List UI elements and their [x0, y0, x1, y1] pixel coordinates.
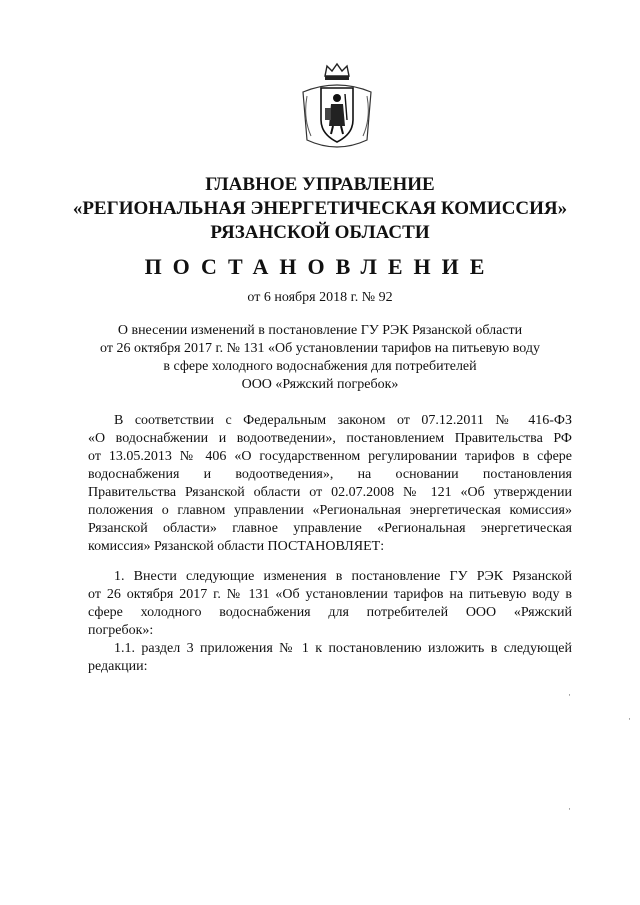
- paragraph-line: погребок»:: [88, 623, 154, 638]
- paragraph-line: 1. Внести следующие изменения в постановление ГУ РЭК Рязанской: [114, 569, 572, 584]
- paragraph-line: водоснабжения и водоотведения», на основании постановления: [88, 467, 572, 482]
- paragraph-line: от 13.05.2013 № 406 «О государственном регулировании тарифов в сфере: [88, 449, 572, 464]
- subject-line: О внесении изменений в постановление ГУ РЭК Рязанской области: [117, 323, 523, 338]
- paragraph-line: 1.1. раздел 3 приложения № 1 к постановлению изложить в следующей: [114, 641, 572, 656]
- authority-name-line-3: РЯЗАНСКОЙ ОБЛАСТИ: [210, 222, 430, 243]
- paragraph-line: положения о главном управлении «Региональная энергетическая комиссия»: [88, 503, 572, 518]
- document-subject: [90, 322, 550, 394]
- item-1-1-paragraph: [88, 640, 572, 676]
- paragraph-line: Рязанской области» главное управление «Региональная энергетическая: [88, 521, 572, 536]
- paragraph-line: «О водоснабжении и водоотведении», постановлением Правительства РФ: [88, 431, 572, 446]
- paragraph-line: сфере холодного водоснабжения для потребителей ООО «Ряжский: [88, 605, 572, 620]
- subject-line: ООО «Ряжский погребок»: [241, 377, 399, 392]
- authority-name-line-2: «РЕГИОНАЛЬНАЯ ЭНЕРГЕТИЧЕСКАЯ КОМИССИЯ»: [72, 198, 568, 219]
- scan-speck: ·: [628, 714, 631, 724]
- paragraph-line: Правительства Рязанской области от 02.07.2008 № 121 «Об утверждении: [88, 485, 572, 500]
- document-date-number: от 6 ноября 2018 г. № 92: [247, 290, 393, 305]
- preamble-paragraph: [88, 412, 572, 556]
- scan-speck: ·: [568, 804, 571, 814]
- paragraph-line: комиссия» Рязанской области ПОСТАНОВЛЯЕТ:: [88, 539, 385, 554]
- paragraph-line: от 26 октября 2017 г. № 131 «Об установлении тарифов на питьевую воду в: [88, 587, 572, 602]
- item-1-paragraph: [88, 568, 572, 640]
- subject-line: в сфере холодного водоснабжения для потребителей: [163, 359, 477, 374]
- document-type: ПОСТАНОВЛЕНИЕ: [144, 254, 496, 279]
- paragraph-line: редакции:: [88, 659, 148, 674]
- scan-speck: ·: [568, 690, 571, 700]
- paragraph-line: В соответствии с Федеральным законом от 07.12.2011 № 416-ФЗ: [114, 413, 572, 428]
- subject-line: от 26 октября 2017 г. № 131 «Об установлении тарифов на питьевую воду: [100, 341, 540, 356]
- coat-of-arms-icon: [297, 62, 377, 154]
- authority-name-line-1: ГЛАВНОЕ УПРАВЛЕНИЕ: [205, 174, 435, 195]
